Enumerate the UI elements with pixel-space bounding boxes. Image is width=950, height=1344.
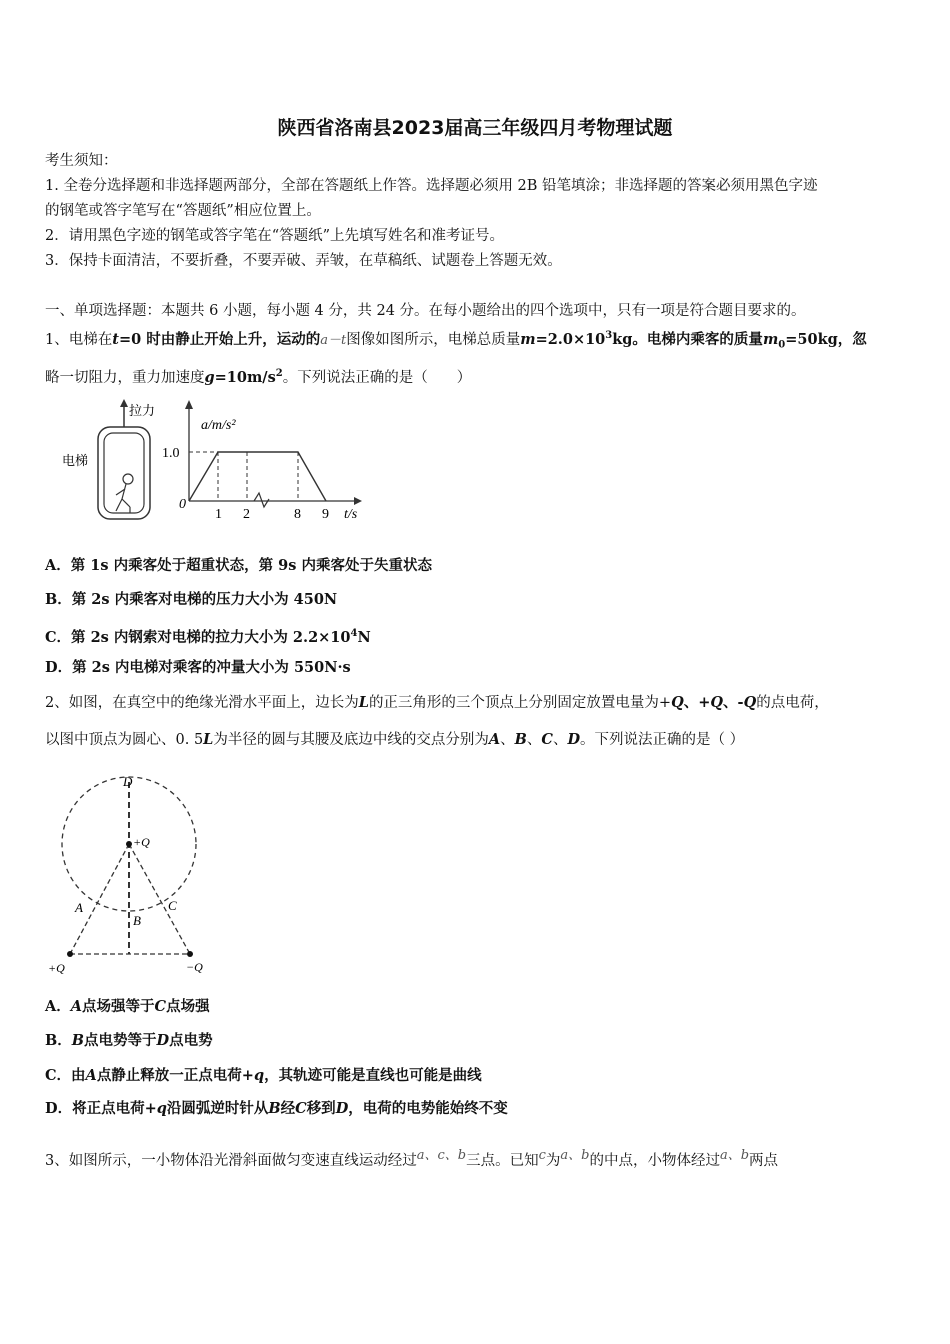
label-right-charge: −Q xyxy=(186,960,203,974)
y-axis-label: a/m/s² xyxy=(201,418,236,433)
notice-item-2: 2．请用黑色字迹的钢笔或答字笔在“答题纸”上先填写姓名和准考证号。 xyxy=(45,228,505,244)
section-heading: 一、单项选择题：本题共 6 小题，每小题 4 分，共 24 分。在每小题给出的四个选项中，只有一项是符合题目要求的。 xyxy=(45,303,806,319)
at-formula: a－t xyxy=(320,332,347,348)
label-D: D xyxy=(123,774,133,789)
q1-option-b[interactable]: B．第 2s 内乘客对电梯的压力大小为 450N xyxy=(45,591,338,608)
q1-option-d[interactable]: D．第 2s 内电梯对乘客的冲量大小为 550N·s xyxy=(45,659,351,676)
elevator-label: 电梯 xyxy=(62,453,89,468)
elevator-box xyxy=(98,427,150,519)
q2-option-c[interactable]: C．由A点静止释放一正点电荷+q，其轨迹可能是直线也可能是曲线 xyxy=(45,1067,482,1084)
q2-figure xyxy=(44,772,224,980)
x-axis-label: t/s xyxy=(344,507,358,522)
x-tick-1: 1 xyxy=(215,507,222,522)
x-tick-2: 2 xyxy=(243,507,250,522)
q1-figure xyxy=(58,395,368,525)
label-B: B xyxy=(133,913,141,928)
label-A: A xyxy=(75,900,83,915)
label-top-charge: +Q xyxy=(133,835,150,849)
charge-left xyxy=(67,951,73,957)
origin-label: 0 xyxy=(179,497,186,512)
q1-stem-line2: 略一切阻力，重力加速度$g=10m/s^2$。下列说法正确的是（ ） xyxy=(45,368,472,386)
charge-top xyxy=(126,841,132,847)
notice-item-3: 3．保持卡面清洁，不要折叠，不要弄破、弄皱，在草稿纸、试题卷上答题无效。 xyxy=(45,253,562,269)
q2-option-b[interactable]: B．B点电势等于D点电势 xyxy=(45,1032,213,1049)
x-tick-8: 8 xyxy=(294,507,301,522)
notice-item-1a: 1. 全卷分选择题和非选择题两部分，全部在答题纸上作答。选择题必须用 2B 铅笔填涂；非选择题的答案必须用黑色字迹 xyxy=(45,178,818,194)
notice-item-1b: 的钢笔或答字笔写在“答题纸”相应位置上。 xyxy=(45,203,321,219)
force-label: 拉力 xyxy=(129,403,156,418)
q2-option-d[interactable]: D．将正点电荷+q沿圆弧逆时针从B经C移到D，电荷的电势能始终不变 xyxy=(45,1100,508,1117)
q3-stem-line1: 3、如图所示，一小物体沿光滑斜面做匀变速直线运动经过a、c、b三点。已知c为a、b的中点，小物体经过a、b两点 xyxy=(45,1148,779,1169)
q1-option-a[interactable]: A．第 1s 内乘客处于超重状态，第 9s 内乘客处于失重状态 xyxy=(45,557,432,574)
charge-right xyxy=(187,951,193,957)
notice-heading: 考生须知： xyxy=(45,153,118,169)
q2-stem-line2: 以图中顶点为圆心、0. 5L为半径的圆与其腰及底边中线的交点分别为A、B、C、D。下列说法正确的是（ ） xyxy=(45,731,745,748)
page-title: 陕西省洛南县2023届高三年级四月考物理试题 xyxy=(277,117,673,139)
q2-stem-line1: 2、如图，在真空中的绝缘光滑水平面上，边长为L的正三角形的三个顶点上分别固定放置电量为+Q、+Q、-Q的点电荷， xyxy=(45,694,829,711)
axis-break xyxy=(254,493,269,507)
passenger-icon xyxy=(116,474,133,513)
label-left-charge: +Q xyxy=(48,961,65,975)
y-tick: 1.0 xyxy=(162,446,180,461)
label-C: C xyxy=(168,898,177,913)
at-curve xyxy=(189,452,326,501)
q2-option-a[interactable]: A．A点场强等于C点场强 xyxy=(45,998,210,1015)
q1-stem-line1: 1、电梯在t=0 时由静止开始上升，运动的a－t图像如图所示，电梯总质量$m=2.0\times 10^3kg$。电梯内乘客的质量$m_0=50kg$，忽 xyxy=(45,330,867,351)
q1-option-c[interactable]: C．第 2s 内钢索对电梯的拉力大小为 $2.2\times 10^4N$ xyxy=(45,628,371,646)
x-tick-9: 9 xyxy=(322,507,329,522)
